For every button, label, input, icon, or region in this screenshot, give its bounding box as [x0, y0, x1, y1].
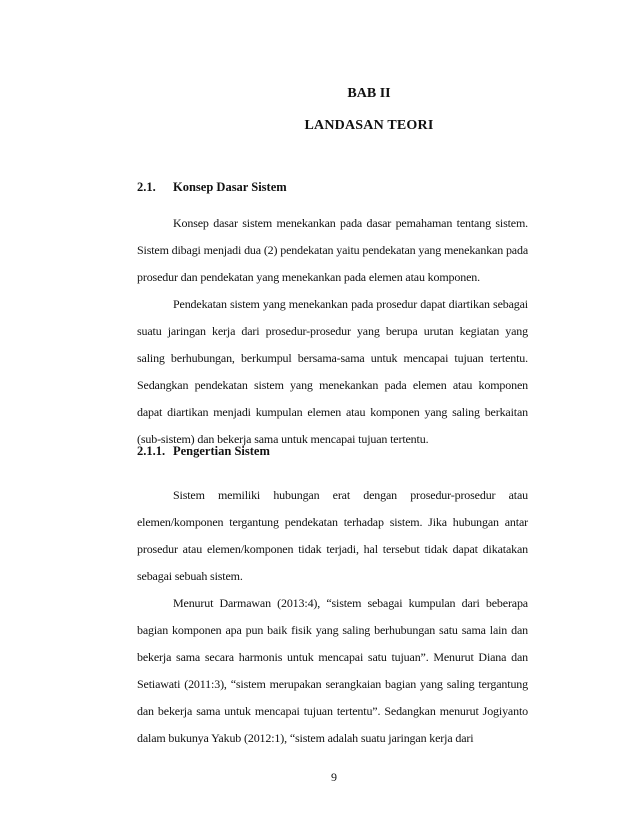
page-number: 9 [331, 770, 337, 784]
paragraph: Sistem memiliki hubungan erat dengan prosedur-prosedur atau elemen/komponen tergantung pendekatan terhadap sistem. Jika hubungan antar prosedur atau elemen/komponen tidak terjadi, hal tersebut tidak dapat dikatakan sebagai sebuah sistem. [137, 488, 528, 583]
chapter-number: BAB II [347, 86, 391, 101]
section-heading-2-1-1 [137, 444, 270, 459]
section-title: Konsep Dasar Sistem [173, 180, 287, 194]
section-number: 2.1. [137, 180, 156, 194]
chapter-title: LANDASAN TEORI [304, 118, 434, 133]
section-title: Pengertian Sistem [173, 444, 270, 458]
section-heading-2-1 [137, 180, 287, 195]
paragraph: Pendekatan sistem yang menekankan pada prosedur dapat diartikan sebagai suatu jaringan kerja dari prosedur-prosedur yang berupa urutan kegiatan yang saling berhubungan, berkumpul bersama-sama untuk mencapai tujuan tertentu. Sedangkan pendekatan sistem yang menekankan pada elemen atau komponen dapat diartikan menjadi kumpulan elemen atau komponen yang saling berkaitan (sub-sistem) dan bekerja sama untuk mencapai tujuan tertentu. [137, 297, 528, 446]
section-number: 2.1.1. [137, 444, 166, 458]
paragraph: Konsep dasar sistem menekankan pada dasar pemahaman tentang sistem. Sistem dibagi menjadi dua (2) pendekatan yaitu pendekatan yang menekankan pada prosedur dan pendekatan yang menekankan pada elemen atau komponen. [137, 216, 528, 284]
paragraph: Menurut Darmawan (2013:4), “sistem sebagai kumpulan dari beberapa bagian komponen apa pun baik fisik yang saling berhubungan satu sama lain dan bekerja sama secara harmonis untuk mencapai satu tujuan”. Menurut Diana dan Setiawati (2011:3), “sistem merupakan serangkaian bagian yang saling tergantung dan bekerja sama untuk mencapai tujuan tertentu”. Sedangkan menurut Jogiyanto dalam bukunya Yakub (2012:1), “sistem adalah suatu jaringan kerja dari [137, 596, 528, 745]
